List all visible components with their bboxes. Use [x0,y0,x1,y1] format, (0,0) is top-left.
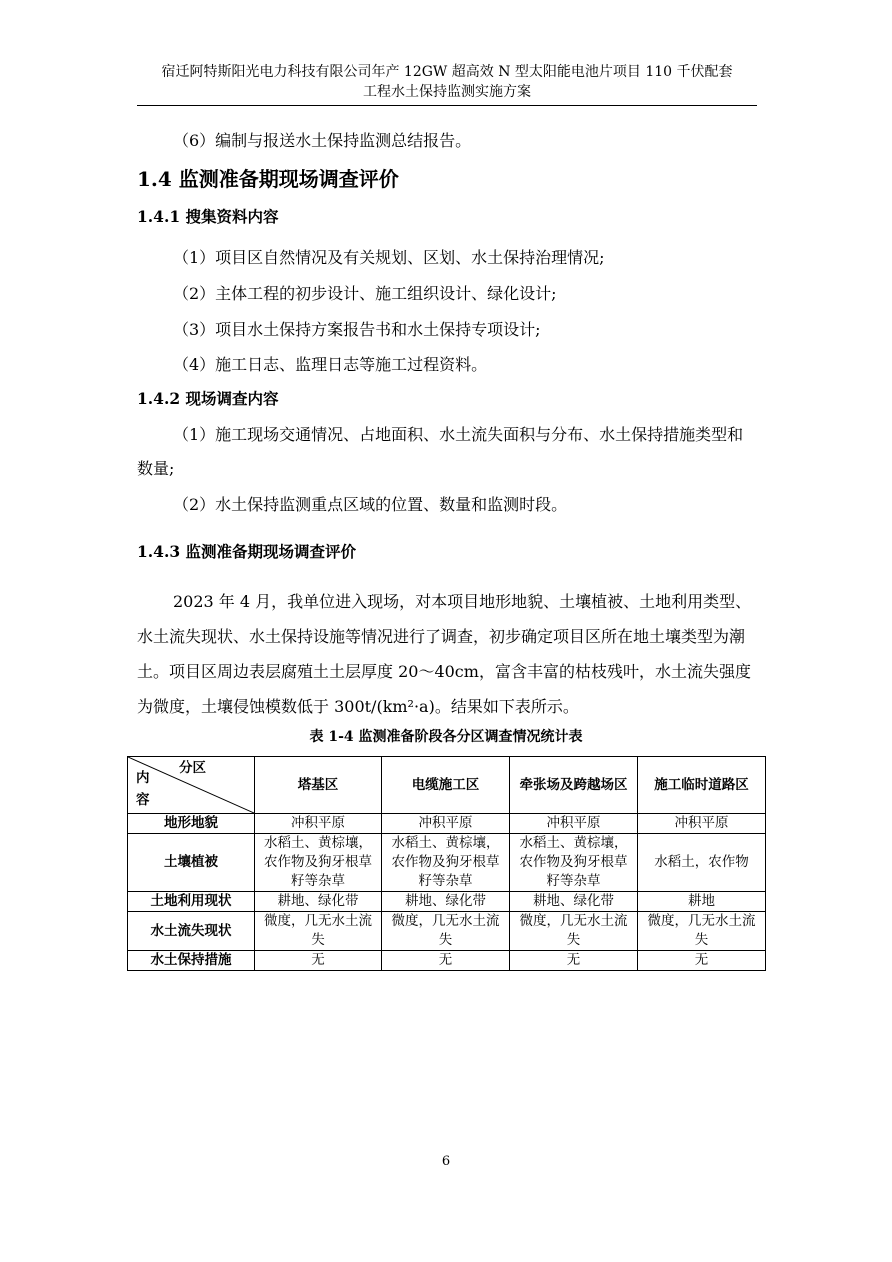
table-row [128,834,766,892]
table-cell: 无 [255,951,382,971]
subsection-2-title: 1.4.2 现场调查内容 [137,389,279,408]
row-label: 土地利用现状 [128,892,255,912]
table-row [128,912,766,951]
table-cell: 耕地、绿化带 [382,892,510,912]
sub3-paragraph: 2023 年 4 月，我单位进入现场，对本项目地形地貌、土壤植被、土地利用类型、水土流失现状、水土保持设施等情况进行了调查，初步确定项目区所在地土壤类型为潮土。项目区周边表层腐殖土土层厚度 20～40cm，富含丰富的枯枝残叶，水土流失强度为微度，土壤侵蚀模数低于 300t/(km²·a)。结果如下表所示。 [137,592,752,716]
table-cell: 水稻土、黄棕壤，农作物及狗牙根草籽等杂草 [382,834,510,892]
sub1-item-2: （2）主体工程的初步设计、施工组织设计、绿化设计; [173,284,557,303]
table-cell: 冲积平原 [510,814,638,834]
column-header: 施工临时道路区 [638,757,766,814]
table-row [128,814,766,834]
table-cell: 耕地 [638,892,766,912]
header-line-2: 工程水土保持监测实施方案 [363,84,531,100]
corner-top-right-label: 分区 [179,760,206,776]
column-header: 牵张场及跨越场区 [510,757,638,814]
table-cell: 无 [638,951,766,971]
table-cell: 冲积平原 [638,814,766,834]
table-header-row [128,757,766,814]
sub1-item-1: （1）项目区自然情况及有关规划、区划、水土保持治理情况; [173,248,605,267]
table-corner-cell [128,757,255,814]
intro-item: （6）编制与报送水土保持监测总结报告。 [173,131,472,150]
corner-bottom-left-label-2: 容 [136,792,150,808]
table-caption: 表 1-4 监测准备阶段各分区调查情况统计表 [309,729,583,745]
running-header [137,62,757,102]
table-cell: 微度，几无水土流失 [510,912,638,951]
header-rule [137,105,757,106]
page-number: 6 [441,1154,451,1169]
table-cell: 冲积平原 [255,814,382,834]
section-title: 1.4 监测准备期现场调查评价 [137,167,399,191]
table-cell: 耕地、绿化带 [510,892,638,912]
sub1-item-3: （3）项目水土保持方案报告书和水土保持专项设计; [173,320,541,339]
column-header: 电缆施工区 [382,757,510,814]
column-header: 塔基区 [255,757,382,814]
row-label: 土壤植被 [128,834,255,892]
table-cell: 微度，几无水土流失 [255,912,382,951]
table-cell: 水稻土，农作物 [638,834,766,892]
table-row [128,892,766,912]
table-cell: 无 [510,951,638,971]
table-cell: 水稻土、黄棕壤，农作物及狗牙根草籽等杂草 [255,834,382,892]
table-row [128,951,766,971]
table-cell: 冲积平原 [382,814,510,834]
subsection-3-title: 1.4.3 监测准备期现场调查评价 [137,542,357,561]
header-line-1: 宿迁阿特斯阳光电力科技有限公司年产 12GW 超高效 N 型太阳能电池片项目 110 千伏配套 [161,64,733,80]
table-cell: 无 [382,951,510,971]
row-label: 水土保持措施 [128,951,255,971]
table-cell: 耕地、绿化带 [255,892,382,912]
table-cell: 微度，几无水土流失 [382,912,510,951]
subsection-1-title: 1.4.1 搜集资料内容 [137,207,279,226]
table-cell: 水稻土、黄棕壤，农作物及狗牙根草籽等杂草 [510,834,638,892]
sub2-item-2: （2）水土保持监测重点区域的位置、数量和监测时段。 [173,495,568,514]
table-cell: 微度，几无水土流失 [638,912,766,951]
row-label: 水土流失现状 [128,912,255,951]
sub1-item-4: （4）施工日志、监理日志等施工过程资料。 [173,355,488,374]
corner-bottom-left-label-1: 内 [136,770,150,786]
survey-table [127,756,766,971]
sub2-item-1: （1）施工现场交通情况、占地面积、水土流失面积与分布、水土保持措施类型和数量; [137,425,744,478]
row-label: 地形地貌 [128,814,255,834]
